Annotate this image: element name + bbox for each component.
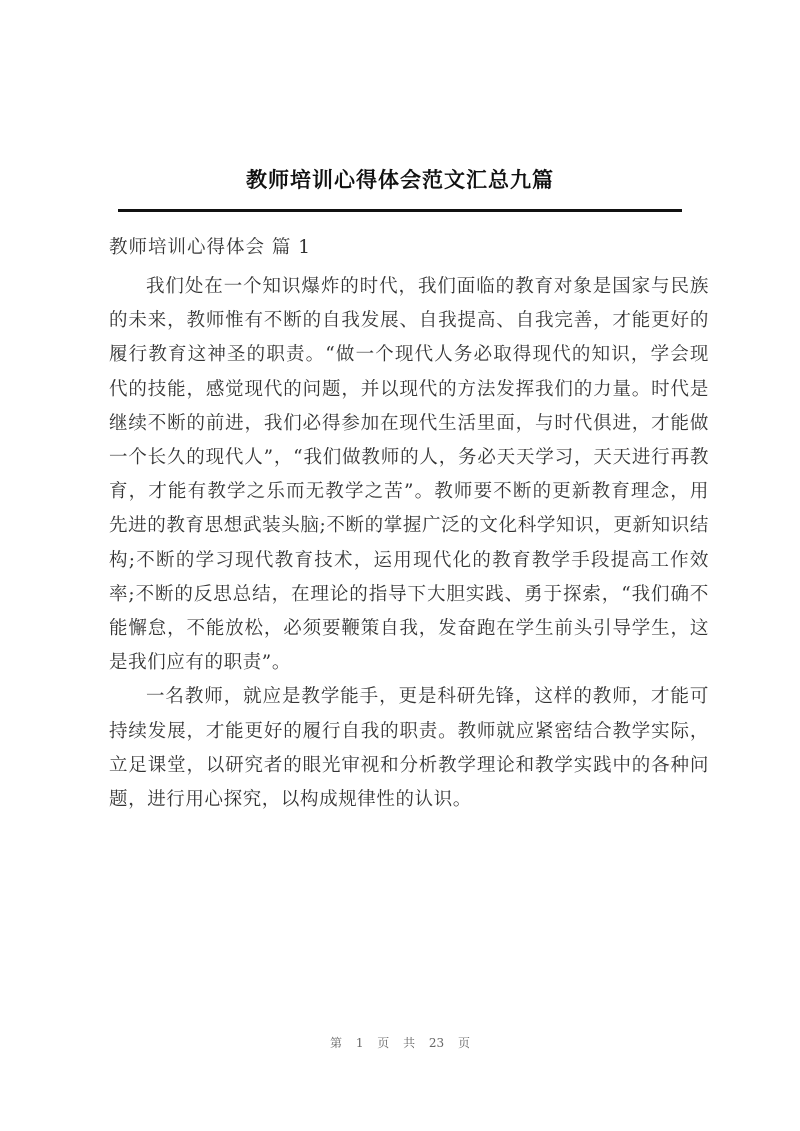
paragraph-1: 我们处在一个知识爆炸的时代，我们面临的教育对象是国家与民族的未来，教师惟有不断的自我发展、自我提高、自我完善，才能更好的履行教育这神圣的职责。“做一个现代人务必取得现代的知识，学会现代的技能，感觉现代的问题，并以现代的方法发挥我们的力量。时代是继续不断的前进，我们必得参加在现代生活里面，与时代俱进，才能做一个长久的现代人”，“我们做教师的人，务必天天学习，天天进行再教育，才能有教学之乐而无教学之苦”。教师要不断的更新教育理念，用先进的教育思想武装头脑;不断的掌握广泛的文化科学知识，更新知识结构;不断的学习现代教育技术，运用现代化的教育教学手段提高工作效率;不断的反思总结，在理论的指导下大胆实践、勇于探索，“我们确不能懈怠，不能放松，必须要鞭策自我，发奋跑在学生前头引导学生，这是我们应有的职责”。 xyxy=(109,276,709,674)
body-text xyxy=(109,270,709,817)
page-number: 第 1 页 共 23 页 xyxy=(330,1036,470,1050)
paragraph-2: 一名教师，就应是教学能手，更是科研先锋，这样的教师，才能可持续发展，才能更好的履行自我的职责。教师就应紧密结合教学实际，立足课堂，以研究者的眼光审视和分析教学理论和教学实践中的各种问题，进行用心探究，以构成规律性的认识。 xyxy=(109,686,709,811)
document-title: 教师培训心得体会范文汇总九篇 xyxy=(246,167,554,192)
title-divider xyxy=(118,209,682,212)
section-heading: 教师培训心得体会 篇 1 xyxy=(109,237,312,258)
